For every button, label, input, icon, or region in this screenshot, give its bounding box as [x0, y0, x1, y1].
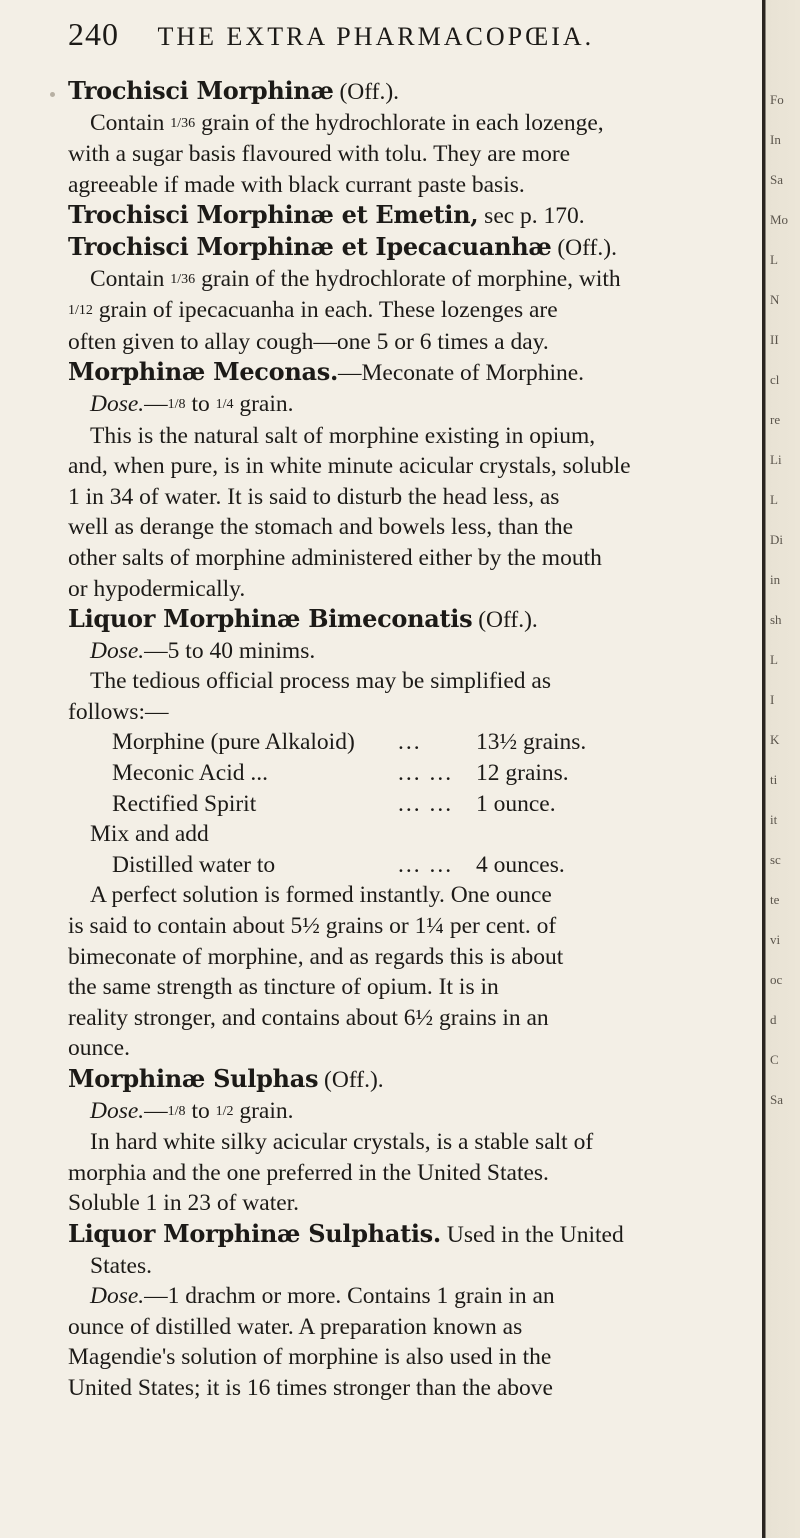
text-line: The tedious official process may be simplified as — [90, 668, 551, 695]
text-line: Contain 1/36 grain of the hydrochlorate of morphine, with — [90, 265, 621, 292]
facing-page-fragment: In — [770, 132, 781, 147]
text-line: often given to allay cough—one 5 or 6 times a day. — [68, 328, 549, 355]
text-line: is said to contain about 5½ grains or 1¼ per cent. of — [68, 913, 557, 940]
text-line: agreeable if made with black currant paste basis. — [68, 171, 525, 198]
text-line: or hypodermically. — [68, 575, 246, 602]
text-line: Contain 1/36 grain of the hydrochlorate in each lozenge, — [90, 109, 604, 136]
facing-page-fragment: K — [770, 732, 780, 747]
text-line: and, when pure, is in white minute acicular crystals, soluble — [68, 453, 631, 480]
facing-page-fragment: re — [770, 412, 781, 427]
dose-line: Dose.—1/8 to 1/4 grain. — [90, 390, 294, 417]
facing-page-fragment: Sa — [770, 172, 783, 187]
facing-page-fragment: N — [770, 292, 780, 307]
facing-page-fragment: oc — [770, 972, 783, 987]
text-line: Soluble 1 in 23 of water. — [68, 1190, 300, 1217]
text-line: A perfect solution is formed instantly. One ounce — [90, 882, 552, 909]
facing-page-fragment: Di — [770, 532, 783, 547]
facing-page-fragment: L — [770, 252, 778, 267]
facing-page-fragment: Li — [770, 452, 782, 467]
text-line: bimeconate of morphine, and as regards this is about — [68, 943, 564, 970]
entry-heading: Morphinæ Meconas.—Meconate of Morphine. — [68, 357, 585, 387]
entry-heading: Liquor Morphinæ Bimeconatis (Off.). — [68, 604, 538, 634]
dose-line: Dose.—1/8 to 1/2 grain. — [90, 1097, 294, 1124]
facing-page-fragment: sh — [770, 612, 782, 627]
text-line: 1/12 grain of ipecacuanha in each. These lozenges are — [68, 297, 558, 324]
facing-page-fragment: cl — [770, 372, 780, 387]
text-line: with a sugar basis flavoured with tolu. They are more — [68, 141, 571, 168]
text-line: other salts of morphine administered either by the mouth — [68, 544, 602, 571]
facing-page-fragment: C — [770, 1052, 779, 1067]
page-number: 240 — [68, 16, 119, 52]
facing-page-fragment: ti — [770, 772, 778, 787]
entry-heading: Trochisci Morphinæ et Emetin, sec p. 170. — [68, 200, 585, 230]
text-line: ounce. — [68, 1035, 130, 1062]
facing-page-fragment: it — [770, 812, 778, 827]
text-line: Magendie's solution of morphine is also used in the — [68, 1344, 552, 1371]
text-line: 1 in 34 of water. It is said to disturb the head less, as — [68, 483, 560, 510]
entry-heading: Trochisci Morphinæ et Ipecacuanhæ (Off.). — [68, 231, 617, 261]
facing-page-fragment: I — [770, 692, 775, 707]
facing-page-fragment: vi — [770, 932, 781, 947]
text-line: ounce of distilled water. A preparation known as — [68, 1313, 523, 1340]
dose-line: Dose.—5 to 40 minims. — [90, 637, 316, 664]
recipe-row: Morphine (pure Alkaloid) ... 13½ grains. — [112, 729, 587, 756]
text-line: reality stronger, and contains about 6½ grains in an — [68, 1004, 549, 1031]
facing-page-fragment: Mo — [770, 212, 789, 227]
facing-page-fragment: Sa — [770, 1092, 783, 1107]
facing-page-fragment: L — [770, 652, 778, 667]
facing-page-edge — [762, 0, 800, 1538]
entry-heading: Trochisci Morphinæ (Off.). — [68, 76, 400, 105]
text-line: States. — [90, 1252, 153, 1279]
text-line: United States; it is 16 times stronger than the above — [68, 1374, 553, 1401]
recipe-instruction: Mix and add — [90, 821, 209, 848]
running-head — [68, 16, 748, 56]
facing-page-fragment: II — [770, 332, 779, 347]
recipe-row: Meconic Acid ... ... ... 12 grains. — [112, 760, 569, 787]
entry-heading: Liquor Morphinæ Sulphatis. Used in the United — [68, 1218, 624, 1248]
text-line: This is the natural salt of morphine existing in opium, — [90, 422, 596, 449]
text-line: In hard white silky acicular crystals, is a stable salt of — [90, 1129, 594, 1156]
recipe-row: Distilled water to ... ... 4 ounces. — [112, 851, 565, 878]
facing-page-fragment: L — [770, 492, 778, 507]
facing-page-fragment: te — [770, 892, 780, 907]
dose-line: Dose.—1 drachm or more. Contains 1 grain in an — [90, 1283, 555, 1310]
page-body — [68, 76, 752, 1404]
text-line: morphia and the one preferred in the United States. — [68, 1159, 549, 1186]
text-line: well as derange the stomach and bowels less, than the — [68, 514, 574, 541]
facing-page-fragment: Fo — [770, 92, 784, 107]
entry-heading: Morphinæ Sulphas (Off.). — [68, 1064, 384, 1093]
margin-dot — [50, 92, 55, 97]
facing-page-fragment: in — [770, 572, 781, 587]
text-line: follows:— — [68, 698, 169, 725]
running-title: THE EXTRA PHARMACOPŒIA. — [157, 22, 595, 51]
recipe-row: Rectified Spirit ... ... 1 ounce. — [112, 790, 556, 817]
facing-page-fragment: d — [770, 1012, 777, 1027]
text-line: the same strength as tincture of opium. It is in — [68, 974, 499, 1001]
facing-page-fragment: sc — [770, 852, 781, 867]
